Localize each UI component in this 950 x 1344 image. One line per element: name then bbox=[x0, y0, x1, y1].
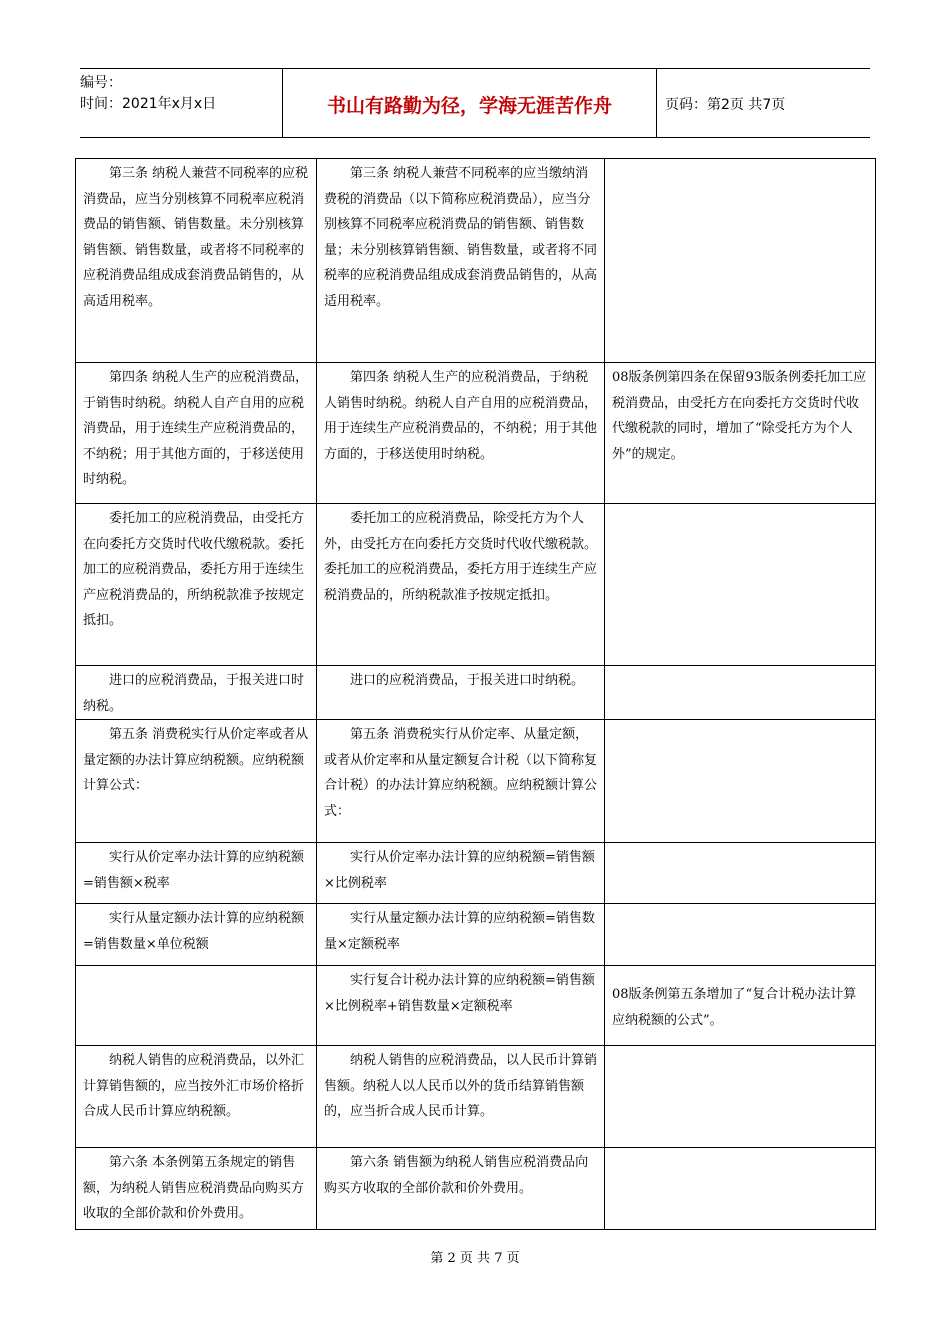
old-regulation-cell: 纳税人销售的应税消费品，以外汇计算销售额的，应当按外汇市场价格折合成人民币计算应纳税额。 bbox=[76, 1046, 317, 1148]
document-time-label: 时间：2021年x月x日 bbox=[80, 96, 217, 112]
new-regulation-cell: 第三条 纳税人兼营不同税率的应当缴纳消费税的消费品（以下简称应税消费品），应当分别核算不同税率应税消费品的销售额、销售数量；未分别核算销售额、销售数量，或者将不同税率的应税消费品组成成套消费品销售的，从高适用税率。 bbox=[317, 159, 605, 363]
note-cell bbox=[605, 720, 876, 843]
header-page-cell bbox=[655, 69, 870, 137]
new-regulation-cell: 实行从价定率办法计算的应纳税额=销售额×比例税率 bbox=[317, 843, 605, 904]
note-cell bbox=[605, 843, 876, 904]
table-row bbox=[76, 1046, 876, 1148]
old-regulation-cell: 第六条 本条例第五条规定的销售额，为纳税人销售应税消费品向购买方收取的全部价款和价外费用。 bbox=[76, 1148, 317, 1230]
note-cell bbox=[605, 1046, 876, 1148]
table-row bbox=[76, 904, 876, 966]
new-regulation-cell: 第六条 销售额为纳税人销售应税消费品向购买方收取的全部价款和价外费用。 bbox=[317, 1148, 605, 1230]
page-footer: 第 2 页 共 7 页 bbox=[430, 1251, 520, 1266]
old-regulation-cell: 委托加工的应税消费品，由受托方在向委托方交货时代收代缴税款。委托加工的应税消费品，委托方用于连续生产应税消费品的，所纳税款准予按规定抵扣。 bbox=[76, 504, 317, 666]
comparison-table bbox=[75, 158, 876, 1230]
note-text: 08版条例第四条在保留93版条例委托加工应税消费品，由受托方在向委托方交货时代收代缴税款的同时，增加了“除受托方为个人外”的规定。 bbox=[612, 370, 867, 462]
note-cell bbox=[605, 666, 876, 720]
header-motto: 书山有路勤为径，学海无涯苦作舟 bbox=[326, 95, 612, 117]
table-row bbox=[76, 720, 876, 843]
table-row bbox=[76, 666, 876, 720]
old-regulation-cell bbox=[76, 966, 317, 1046]
table-row bbox=[76, 159, 876, 363]
new-regulation-cell: 纳税人销售的应税消费品，以人民币计算销售额。纳税人以人民币以外的货币结算销售额的，应当折合成人民币计算。 bbox=[317, 1046, 605, 1148]
header-page-label: 页码：第2页 共7页 bbox=[665, 97, 786, 113]
note-cell bbox=[605, 159, 876, 363]
new-regulation-cell: 实行从量定额办法计算的应纳税额=销售数量×定额税率 bbox=[317, 904, 605, 966]
note-cell bbox=[605, 504, 876, 666]
note-cell bbox=[605, 966, 876, 1046]
old-regulation-cell: 进口的应税消费品，于报关进口时纳税。 bbox=[76, 666, 317, 720]
note-cell bbox=[605, 904, 876, 966]
old-regulation-cell: 实行从量定额办法计算的应纳税额=销售数量×单位税额 bbox=[76, 904, 317, 966]
header-motto-cell bbox=[282, 69, 657, 137]
header-meta bbox=[80, 69, 282, 137]
old-regulation-cell: 第三条 纳税人兼营不同税率的应税消费品，应当分别核算不同税率应税消费品的销售额、销售数量。未分别核算销售额、销售数量，或者将不同税率的应税消费品组成成套消费品销售的，从高适用税率。 bbox=[76, 159, 317, 363]
new-regulation-cell: 委托加工的应税消费品，除受托方为个人外，由受托方在向委托方交货时代收代缴税款。委托加工的应税消费品，委托方用于连续生产应税消费品的，所纳税款准予按规定抵扣。 bbox=[317, 504, 605, 666]
note-cell bbox=[605, 363, 876, 504]
old-regulation-cell: 实行从价定率办法计算的应纳税额=销售额×税率 bbox=[76, 843, 317, 904]
table-row bbox=[76, 504, 876, 666]
table-row bbox=[76, 843, 876, 904]
note-text: 08版条例第五条增加了“复合计税办法计算应纳税额的公式”。 bbox=[612, 987, 857, 1028]
table-row bbox=[76, 966, 876, 1046]
document-number-label: 编号： bbox=[80, 75, 122, 91]
new-regulation-cell: 第四条 纳税人生产的应税消费品，于纳税人销售时纳税。纳税人自产自用的应税消费品，用于连续生产应税消费品的，不纳税；用于其他方面的，于移送使用时纳税。 bbox=[317, 363, 605, 504]
table-row bbox=[76, 1148, 876, 1230]
new-regulation-cell: 实行复合计税办法计算的应纳税额=销售额×比例税率+销售数量×定额税率 bbox=[317, 966, 605, 1046]
new-regulation-cell: 第五条 消费税实行从价定率、从量定额，或者从价定率和从量定额复合计税（以下简称复合计税）的办法计算应纳税额。应纳税额计算公式： bbox=[317, 720, 605, 843]
old-regulation-cell: 第四条 纳税人生产的应税消费品，于销售时纳税。纳税人自产自用的应税消费品，用于连续生产应税消费品的，不纳税；用于其他方面的，于移送使用时纳税。 bbox=[76, 363, 317, 504]
new-regulation-cell: 进口的应税消费品，于报关进口时纳税。 bbox=[317, 666, 605, 720]
page-header bbox=[80, 68, 870, 138]
table-row bbox=[76, 363, 876, 504]
old-regulation-cell: 第五条 消费税实行从价定率或者从量定额的办法计算应纳税额。应纳税额计算公式： bbox=[76, 720, 317, 843]
note-cell bbox=[605, 1148, 876, 1230]
